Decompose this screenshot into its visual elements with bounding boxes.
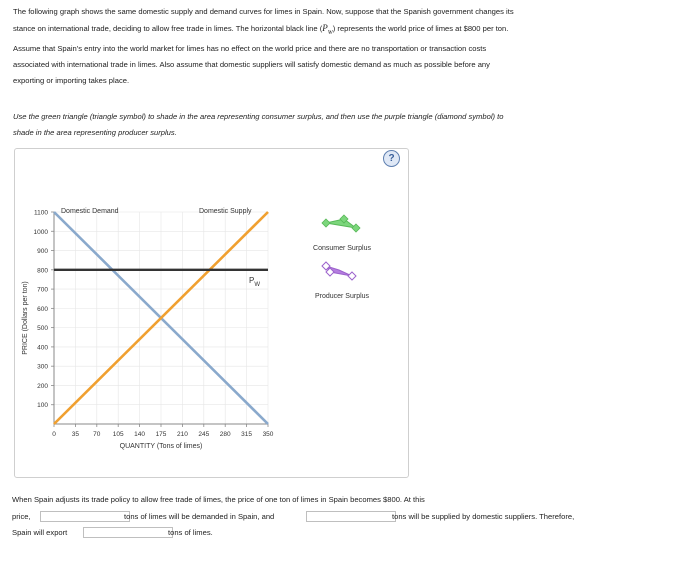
y-tick-label: 300 [37, 363, 48, 371]
export-label: Spain will export [12, 528, 68, 537]
demanded-text: tons of limes will be demanded in Spain, and [124, 512, 275, 521]
x-tick-label: 350 [262, 431, 274, 438]
x-tick-label: 280 [219, 431, 231, 438]
intro-line-2 [13, 20, 685, 41]
intro-line-5: exporting or importing takes place. [13, 76, 130, 86]
x-tick-label: 210 [176, 431, 188, 438]
supplied-text: tons will be supplied by domestic suppliers. Therefore, [392, 512, 575, 521]
help-icon[interactable]: ? [383, 150, 400, 167]
x-tick-label: 35 [71, 431, 80, 438]
graph-panel [14, 148, 409, 478]
producer-surplus-label: Producer Surplus [314, 293, 370, 300]
y-tick-label: 400 [37, 344, 48, 352]
intro-line-4: associated with international trade in limes. Also assume that domestic suppliers will satisfy domestic demand as much as possible before any [13, 60, 490, 70]
demand-curve-label: Domestic Demand [61, 208, 119, 215]
exports-input[interactable] [83, 527, 173, 538]
x-tick-label: 70 [93, 431, 101, 438]
x-tick-label: 245 [198, 431, 210, 438]
y-tick-label: 600 [37, 305, 48, 313]
y-tick-label: 500 [37, 325, 48, 333]
x-tick-label: 0 [52, 431, 56, 438]
intro-line-2a: stance on international trade, deciding to allow free trade in limes. The horizontal black line ( [13, 24, 323, 34]
intro-line-2b: ) represents the world price of limes at $800 per ton. [332, 24, 509, 34]
quantity-supplied-input[interactable] [306, 511, 396, 522]
y-tick-label: 800 [37, 267, 48, 275]
intro-line-1: The following graph shows the same domestic supply and demand curves for limes in Spain. Now, suppose that the Spanish government changes its [13, 7, 514, 16]
instructions-line-1: Use the green triangle (triangle symbol) to shade in the area representing consumer surplus, and then use the purple triangle (diamond symbol) to [13, 112, 504, 121]
y-tick-label: 700 [37, 286, 48, 294]
y-tick-label: 1000 [33, 228, 48, 236]
supply-curve-label: Domestic Supply [199, 208, 252, 215]
world-price-label-sub: W [254, 282, 261, 288]
instructions [13, 109, 685, 141]
intro-paragraph [13, 4, 685, 89]
y-tick-label: 200 [37, 382, 48, 390]
x-tick-label: 315 [241, 431, 253, 438]
instructions-line-2: shade in the area representing producer surplus. [13, 128, 177, 137]
y-axis-title: PRICE (Dollars per ton) [22, 281, 29, 355]
intro-line-3: Assume that Spain's entry into the world market for limes has no effect on the world price and there are no transportation or transaction costs [13, 43, 487, 53]
y-tick-label: 100 [37, 402, 48, 410]
x-tick-label: 140 [134, 431, 146, 438]
y-tick-label: 900 [37, 248, 48, 256]
consumer-surplus-label: Consumer Surplus [313, 245, 371, 252]
answer-line-1: When Spain adjusts its trade policy to allow free trade of limes, the price of one ton of limes in Spain becomes $800. At this [12, 495, 425, 504]
x-tick-label: 175 [155, 431, 167, 438]
y-tick-label: 1100 [34, 209, 48, 217]
price-label: price, [12, 512, 31, 521]
x-tick-label: 105 [112, 431, 124, 438]
world-price-symbol [322, 23, 333, 36]
quantity-demanded-input[interactable] [40, 511, 130, 522]
export-tail: tons of limes. [168, 528, 213, 537]
world-price-symbol-sub: W [327, 29, 333, 36]
world-price-symbol-p: P [322, 23, 328, 34]
world-price-label-p: P [249, 276, 255, 285]
x-axis-title: QUANTITY (Tons of limes) [119, 443, 203, 450]
